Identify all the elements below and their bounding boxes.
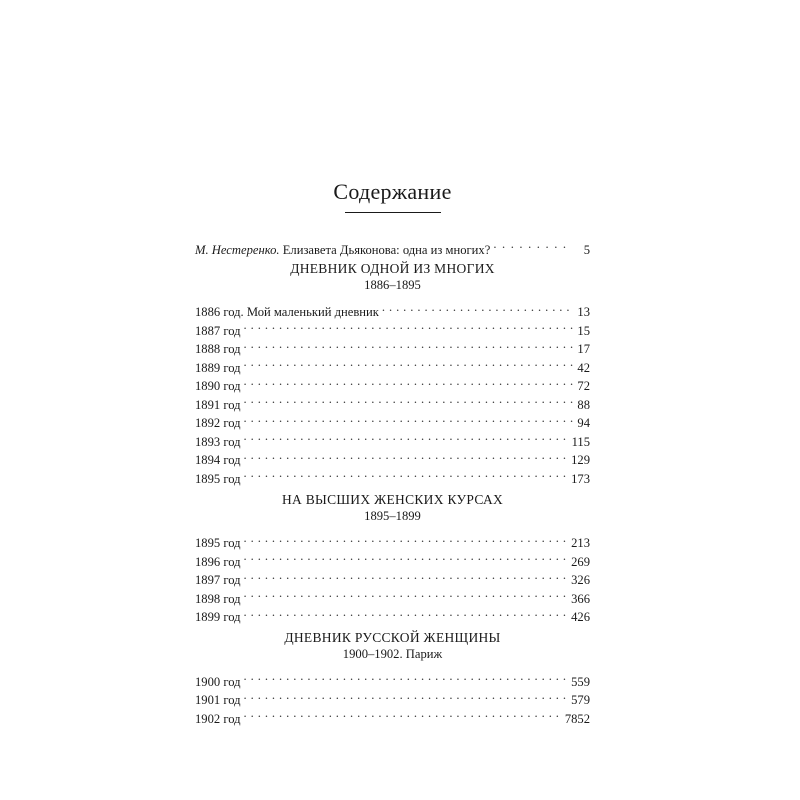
toc-intro-label xyxy=(195,241,493,260)
toc-entry xyxy=(195,390,590,412)
toc-entry-label: 1893 год xyxy=(195,434,241,449)
toc-entry xyxy=(195,667,590,689)
section-heading xyxy=(195,260,590,293)
toc-entry-label: 1898 год xyxy=(195,591,241,606)
toc-intro-entry xyxy=(195,235,590,257)
toc-entry-page: 72 xyxy=(577,379,590,393)
dot-leader xyxy=(244,409,575,428)
toc-entry-label: 1895 год xyxy=(195,536,241,550)
toc-sections xyxy=(195,260,590,726)
dot-leader xyxy=(244,390,575,409)
dot-leader xyxy=(493,235,571,254)
section-heading xyxy=(195,629,590,662)
dot-leader xyxy=(244,566,569,585)
toc-entry-label: 1900 год xyxy=(195,674,241,689)
toc-entry xyxy=(195,446,590,465)
section-title: ДНЕВНИК РУССКОЙ ЖЕНЩИНЫ xyxy=(284,630,501,645)
toc-entry xyxy=(195,335,590,354)
dot-leader xyxy=(244,316,575,335)
dot-leader xyxy=(244,529,569,548)
toc-entry-page: 269 xyxy=(571,554,590,569)
toc-entry xyxy=(195,298,590,317)
dot-leader xyxy=(244,446,569,465)
toc-entry xyxy=(195,409,590,428)
toc-entry-page: 213 xyxy=(571,536,590,550)
dot-leader xyxy=(244,667,569,686)
toc-intro-text: Елизавета Дьяконова: одна из многих? xyxy=(279,242,491,257)
toc-section xyxy=(195,629,590,726)
dot-leader xyxy=(244,464,569,483)
toc-entry xyxy=(195,372,590,391)
toc-entry-label: 1888 год xyxy=(195,342,241,356)
toc-entry-label: 1892 год xyxy=(195,416,241,430)
toc-entry-label: 1887 год xyxy=(195,323,241,338)
dot-leader xyxy=(244,427,569,446)
toc-entry xyxy=(195,566,590,585)
toc-entry-page: 579 xyxy=(571,693,590,707)
page-title: Содержание xyxy=(333,179,452,204)
section-title: НА ВЫСШИХ ЖЕНСКИХ КУРСАХ xyxy=(281,491,504,507)
toc-entry xyxy=(195,547,590,569)
toc-entry-label: 1896 год xyxy=(195,554,241,569)
toc-entry-page: 115 xyxy=(571,434,590,449)
dot-leader xyxy=(244,603,569,622)
toc-entry-page: 13 xyxy=(577,305,590,319)
dot-leader xyxy=(382,298,575,317)
title-underline xyxy=(345,212,441,213)
toc-entry-page: 173 xyxy=(571,471,590,486)
dot-leader xyxy=(244,353,575,372)
toc-entry xyxy=(195,603,590,622)
dot-leader xyxy=(244,704,562,723)
toc-entry xyxy=(195,464,590,486)
toc-entry-label: 1891 год xyxy=(195,397,241,412)
toc-entry-page: 15 xyxy=(577,323,590,338)
toc-entry xyxy=(195,529,590,548)
section-heading xyxy=(195,491,590,524)
section-subtitle: 1895–1899 xyxy=(364,508,421,523)
toc-entry-page: 129 xyxy=(571,453,590,467)
toc-entry-page: 326 xyxy=(571,573,590,587)
dot-leader xyxy=(244,547,569,566)
toc-intro-author: М. Нестеренко. xyxy=(195,242,280,257)
toc-entry xyxy=(195,353,590,375)
toc-entry-label: 1899 год xyxy=(195,610,241,624)
toc-section xyxy=(195,260,590,486)
toc-entry-page: 17 xyxy=(577,342,590,356)
toc-entry-page: 426 xyxy=(571,610,590,624)
toc-entry-label: 1889 год xyxy=(195,360,241,375)
table-of-contents xyxy=(195,170,590,726)
section-subtitle: 1886–1895 xyxy=(364,277,421,292)
section-subtitle: 1900–1902. Париж xyxy=(342,647,443,661)
toc-entry-label: 1886 год. Мой маленький дневник xyxy=(195,305,379,319)
toc-entry-page: 366 xyxy=(571,591,590,606)
toc-entry-label: 1902 год xyxy=(195,711,241,726)
dot-leader xyxy=(244,335,575,354)
toc-entry-label: 1897 год xyxy=(195,573,241,587)
section-title: ДНЕВНИК ОДНОЙ ИЗ МНОГИХ xyxy=(290,260,495,276)
toc-entry-page: 42 xyxy=(577,360,590,375)
toc-entry-page: 94 xyxy=(577,416,590,430)
toc-entry-page: 7852 xyxy=(564,711,590,726)
dot-leader xyxy=(244,372,575,391)
toc-entry-page: 559 xyxy=(571,674,590,689)
dot-leader xyxy=(244,584,569,603)
toc-entry-label: 1895 год xyxy=(195,471,241,486)
toc-entry-label: 1901 год xyxy=(195,693,241,707)
toc-entry xyxy=(195,584,590,606)
toc-entry xyxy=(195,316,590,338)
toc-section xyxy=(195,491,590,622)
toc-entry-page: 88 xyxy=(577,397,590,412)
toc-entry xyxy=(195,686,590,705)
toc-entry xyxy=(195,704,590,726)
toc-intro-page: 5 xyxy=(583,242,590,257)
dot-leader xyxy=(244,686,569,705)
toc-entry xyxy=(195,427,590,449)
toc-entry-label: 1894 год xyxy=(195,453,241,467)
toc-entry-label: 1890 год xyxy=(195,379,241,393)
